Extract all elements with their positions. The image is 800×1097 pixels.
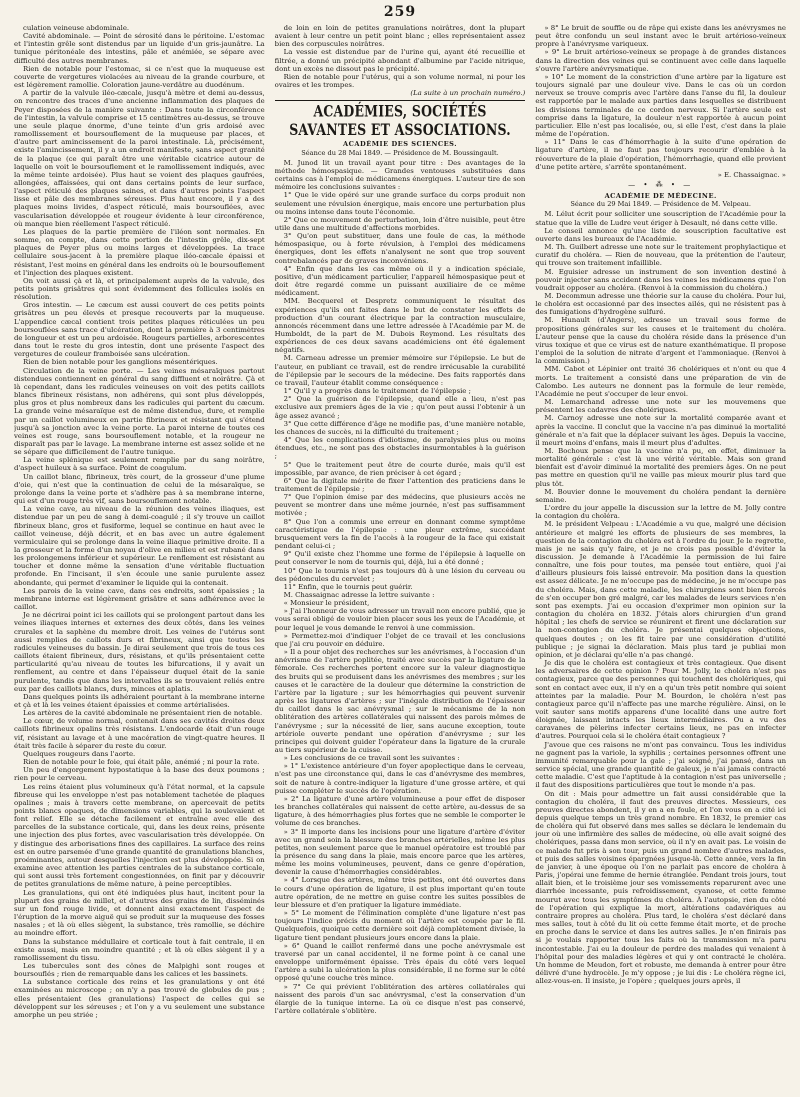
paragraph: » 7° Ce qui prévient l'oblitération des artères collatérales qui naissent des parois d'un sac anévrysmal, c'est la conservation d'un élargie de la tunique interne. La où ce disque n'est pas conservé, l'artère collatérale s'oblitère. [274,982,526,1015]
columns [14,24,786,1094]
paragraph: » 4° Lorsque des artères, même très petites, ont été ouvertes dans le cours d'une opération de ligature, il est plus important qu'en toute autre opération, de ne mettre en guise contre les suites possibles de leur blessure et d'en pratiquer la ligature immédiate. [274,876,526,909]
paragraph: Le cœur, de volume normal, contenait dans ses cavités droites deux caillots fibrineux opalins très résistans. L'endocarde était d'un rouge vif, résistant au lavage et à une macération de vingt-quatre heures. Il était très facile à séparer du reste du cœur. [14,717,265,750]
paragraph: » 1° L'existence antérieure d'un foyer apoplectique dans le cerveau, n'est pas une circonstance qui, dans le cas d'anévrysme des membres, soit de nature à contre-indiquer la ligature d'une grosse artère, et qui puisse compléter le succès de l'opération. [274,762,526,795]
paragraph: » Les conclusions de ce travail sont les suivantes : [283,754,460,763]
paragraph: Dans quelques points ils adhéraient pourtant à la membrane interne et çà et là les veines étaient épaissies et comme artérialisées. [14,692,265,709]
paragraph: Un caillot blanc, fibrineux, très court, de la grosseur d'une plume d'oie, qui n'est que la continuation de celui de la mésaraïque, se prolonge dans la veine porte et s'adhère pas à sa membrane interne, qui est d'un rouge très vif, sans boursouflement notable. [14,472,265,506]
paragraph: de loin en loin de petites granulations noirâtres, dont la plupart avaient à leur centre un petit point blanc ; elles représentaient assez bien des corpuscules noirâtres. [274,24,526,49]
paragraph: Rien de notable pour l'estomac, si ce n'est que la muqueuse est couverte de vergetures violacées au niveau de la grande courbure, et est légèrement ramollie. Coloration jaune-verdâtre au duodénum. [14,64,265,90]
paragraph: 1° Qu'il y a progrès dans le traitement de l'épilepsie ; [283,387,471,396]
paragraph: M. Bochoux pense que la vaccine n'a pu, en effet, diminuer la mortalité générale : c'est là une vérité véritable. Mais son grand bienfait est d'avoir diminué la mortalité des premiers âges. On ne peut pas mettre en question qu'il ne vaille pas mieux mourir plus tard que plus tôt. [535,446,787,488]
page-number: 259 [383,4,417,20]
paragraph: » Permettez-moi d'indiquer l'objet de ce travail et les conclusions que j'ai cru pouvoir en déduire. [274,631,526,648]
paragraph: M. le président Velpeau : L'Académie a vu que, malgré une décision antérieure et malgré les efforts de plusieurs de ses membres, la question de la contagion du choléra est à l'ordre du jour. Je le regrette, mais je ne sais qu'y faire, et je ne crois pas possible d'éviter la discussion. Je demande à l'Académie la permission de lui faire connaître, une fois pour toutes, ma pensée tout entière, quoi j'ai d'ailleurs plusieurs fois laissé entrevoir. Ma position dans la question est assez délicate. Je ne m'occupe pas de médecine, je ne m'occupe pas du choléra. Mais, dans cette maladie, les chirurgiens sont bien forcés de s'en occuper bon gré malgré, car les malades de leurs services n'en sont pas exempts. J'ai eu occasion d'exprimer mon opinion sur la contagion du choléra en 1832. J'étais alors chirurgien d'un grand hôpital ; les chefs de service se réunirent et firent une déclaration sur la non-contagion du choléra. Je présentai quelques objections, quelques doutes ; on les fit taire par une considération d'utilité publique ; je signai la déclaration. Mais plus tard je publiai mon opinion, et je déclarai qu'elle n'a pas changé. [535,520,787,659]
paragraph: On dit : Mais pour admettre un fait aussi considérable que la contagion du choléra, il faut des preuves directes. Messieurs, ces preuves directes abondent, il y en a en foule, et l'on vous en a cité ici depuis quelque temps un très grand nombre. En 1832, le premier cas de choléra qui fut observé dans mes salles se déclara le lendemain du jour où une infirmière des salles de médecine, où elle avait soigné des cholériques, passa dans mon service, où il n'y en avait pas. Le voisin de ce malade fut pris à son tour, puis un grand nombre d'autres malades, et puis des salles voisines épargnées jusque-là. Cette année, vers la fin de janvier, à une époque où l'on ne parlait pas encore de choléra à Paris, j'opérai une femme de hernie étranglée. Pendant trois jours, tout allait bien, et le troisième jour ses vomissements reparurent avec une diarrhée incessante, puis refroidissement, cyanose, et cette femme mourut avec tous les symptômes du choléra. À l'autopsie, rien du côté de l'opération qui explique la mort, altérations cadavériques au contraire propres au choléra. Plus tard, le choléra s'est déclaré dans mes salles, tout à côté du lit où cette femme était morte, et de proche en proche dans le service et dans les autres salles. Je n'en finirais pas si je voulais rapporter tous les faits où la transmission m'a paru incontestable. J'ai eu la douleur de perdre des malades qui venaient à l'hôpital pour des maladies légères et qui y ont contracté le choléra. Un homme de Meudon, fort et robuste, me demanda à entrer pour être délivré d'une hydrocèle. Je m'y oppose ; je lui dis : Le choléra règne ici, allez-vous-en. Il insiste, je l'opère ; quelques jours après, il [535,789,787,986]
paragraph: 8° Que l'on a commis une erreur en donnant comme symptôme caractéristique de l'épilepsie : une pleur extrême, succédant brusquement vers la fin de l'accès à la rougeur de la face qui existait pendant celui-ci ; [274,517,526,551]
session-line: Séance du 29 Mai 1849. — Présidence de M. Velpeau. [570,200,752,209]
paragraph: M. Decommun adresse une théorie sur la cause du choléra. Pour lui, le choléra est occasionné par des insectes ailés, qui ne résistent pas à des fumigations d'hydrogène sulfuré. [535,292,787,317]
academy-of-medicine-report [535,210,786,985]
academy-of-sciences-title: ACADÉMIE DES SCIENCES. [343,140,457,149]
paragraph: » 10° Le moment de la constriction d'une artère par la ligature est toujours signalé par une douleur vive. Dans le cas où un cordon nerveux se trouve compris avec l'artère dans l'anse du fil, la douleur est rapportée par le malade aux parties dans lesquelles se distribuent les divisions terminales de ce cordon nerveux. Si l'artère seule est comprise dans la ligature, la douleur n'est rapportée à aucun point particulier. Elle n'est pas localisée, ou, si elle l'est, c'est dans la plaie même de l'opération. [535,72,787,139]
paragraph: Un peu d'engorgement hypostatique à la base des deux poumons ; rien pour le cerveau. [14,766,265,783]
section-title: ACADÉMIES, SOCIÉTÉS SAVANTES ET ASSOCIATIONS. [289,101,511,140]
paragraph: Dans la substance médullaire et corticale tout à fait centrale, il en existe aussi, mais en moindre quantité ; et là où elles siègent il y a ramollissement du tissu. [14,937,265,962]
signature: » E. Chassaignac. » [717,170,787,179]
paragraph: M. Chassaignac adresse la lettre suivante : [283,591,435,599]
paragraph: Gros intestin. — Le cæcum est aussi couvert de ces petits points grisâtres un peu élevés et presque recouverts par la muqueuse. L'appendice cæcal contient trois petites plaques réticulées un peu boursouflées sans trace d'ulcération, dont la première à 3 centimètres de longueur et est un peu ardoisée. Rougeurs partielles, arborescentes dans tout le reste du gros intestin, dont une présente l'aspect des vergetures de couleur framboisée sans ulcération. [14,301,265,359]
paragraph: M. Lemarchand adresse une note sur les mouvemens que présentent les cadavres des cholériques. [535,398,787,415]
article-continuation [275,24,526,89]
ornament-divider: — • ⁂ • — [628,180,694,189]
paragraph: Rien de notable pour le foie, qui était pâle, anémié ; ni pour la rate. [23,758,260,767]
paragraph: 2° Que ce mouvement de perturbation, loin d'être nuisible, peut être utile dans une multitude d'affections morbides. [274,215,526,232]
letter-conclusions [535,24,786,171]
column-1 [14,24,265,1094]
paragraph: 2° Que la guérison de l'épilepsie, quand elle a lieu, n'est pas exclusive aux premiers âges de la vie ; qu'on peut aussi l'obtenir à un âge assez avancé ; [274,395,526,420]
paragraph: La substance corticale des reins et les granulations y ont été examinées au microscope ; on n'y a pas trouvé de globules de pus ; elles présentaient (les granulations) l'aspect de celles qui se développent sur les séreuses ; et l'on y a vu seulement une substance amorphe un peu striée ; [14,978,265,1019]
paragraph: Cavité abdominale. — Point de sérosité dans le péritoine. L'estomac et l'intestin grêle sont distendus par un liquide d'un gris-jaunâtre. La tunique péritonéale des intestins, pâle et anémiée, se sépare avec difficulté des autres membranes. [14,32,265,65]
session-line: Séance du 28 Mai 1849. — Présidence de M. Boussingault. [301,148,499,157]
paragraph: 11° Enfin, que le tournis peut guérir. [283,582,413,591]
paragraph: A partir de la valvule iléo-cæcale, jusqu'à mètre et demi au-dessus, on rencontre des traces d'une ancienne inflammation des plaques de Peyer disposées de la manière suivante : Dans toute la circonférence de l'intestin, la valvule comprise et 15 centimètres au-dessus, se trouve une seule plaque énorme, d'une teinte d'un gris ardoisé avec ramollissement et boursouflement de la muqueuse par places, et d'autre part amincissement de la paroi intestinale. Là, précisément, existe l'amincissement, il y a un endroit manifeste, sans aspect granité de la plaque (ce qui paraît être une véritable cicatrice autour de laquelle on voit le boursouflement et le ramollissement indiqués, avec la même teinte ardoisée). Plus haut se voient des plaques gaufrées, allongées, affaissées, qui ont dans certains points de leur surface, l'aspect réticulé des plaques saines, et dans d'autres points l'aspect lisse et pâle des membranes séreuses. Plus haut encore, il y a des plaques moins livides, d'aspect réticulé, mais boursouflées, avec vascularisation développée et rougeur évidente à leur circonférence, où manque bien réellement l'aspect réticulé. [14,89,265,228]
paragraph: Les tubercules sont des cônes de Malpighi sont rouges et boursouflés ; rien de remarquable dans les calices et les bassinets. [14,961,265,979]
paragraph: 4° Que les complications d'idiotisme, de paralysies plus ou moins étendues, etc., ne sont pas des obstacles insurmontables à la guérison ; [274,436,526,461]
paragraph: » 8° Le bruit de souffle ou de râpe qui existe dans les anévrysmes ne peut être confondu un seul instant avec le bruit artérioso-veineux propre à l'anévrysme variqueux. [535,24,787,49]
paragraph: Les parois de la veine cave, dans ces endroits, sont épaissies ; la membrane interne est légèrement grisâtre et sans adhérence avec le caillot. [14,586,265,612]
paragraph: » 6° Quand le caillot renfermé dans une poche anévrysmale est traversé par un canal accidentel, il ne forme point à ce canal une enveloppe uniformément épaisse. Très épais du côté vers lequel l'artère a subi la ulcération la plus considérable, il ne forme sur le côté opposé qu'une couche très mince. [274,941,526,983]
paragraph: 6° Que la digitale mérite de fixer l'attention des praticiens dans le traitement de l'épilepsie ; [274,476,526,493]
paragraph: MM. Cabot et Lépinier ont traité 36 cholériques et n'ont eu que 4 morts. Le traitement a consisté dans une préparation de vin de Calombo. Les auteurs ne donnent pas la formule de leur remède, l'Académie ne peut s'occuper de leur envoi. [535,365,787,398]
paragraph: Quelques rougeurs dans l'aorte. [23,749,136,758]
academy-of-medicine-title: ACADÉMIE DE MÉDECINE. [604,192,717,201]
paragraph: Les granulations, qui ont été indiquées plus haut, incitent pour la plupart des grains de millet, et d'autres des grains de lin, disséminés sur un fond rouge livide, et donnent ainsi exactement l'aspect de l'éruption de la morve aiguë qui se produit sur la muqueuse des fosses nasales ; et là où elles siègent, la substance, très ramollie, se déchire au moindre effort. [14,888,265,938]
column-3 [535,24,786,1094]
paragraph: Circulation de la veine porte. — Les veines mésaraïques partout distendues contiennent en général du sang diffluent et noirâtre. Çà et là cependant, dans les radicules veineuses on voit des petits caillots blancs fibrineux résistans, non adhérens, qui sont plus développés, plus gros et plus nombreux dans les radicules qui partent du cæcum. La grande veine mésaraïque est de même distendue, dure, et remplie par un caillot volumineux en partie fibrineux et résistant qui s'étend jusqu'à sa jonction avec la veine porte. La paroi interne de toutes ces veines est rouge, sans boursouflement notable, et la rougeur ne disparaît pas par le lavage. La membrane interne est assez solide et ne se sépare que difficilement de l'autre tunique. [14,366,265,457]
paragraph: 4° Enfin que dans les cas même où il y a indication spéciale, positive, d'un médicament particulier, l'appareil hémospasique peut et doit être regardé comme un puissant auxiliaire de ce même médicament. [274,264,526,298]
to-be-continued-note: (La suite à un prochain numéro.) [410,89,526,98]
paragraph: Je ne décrirai point ici les caillots qui se prolongent partout dans les veines iliaques internes et externes des deux côtés, dans les veines crurales et la saphène du membre droit. Les veines de l'utérus sont aussi remplies de caillots durs et fibrineux, ainsi que toutes les radicules veineuses du bassin. Je dirai seulement que trois de tous ces caillots étaient fibrineux, durs, résistans, et qu'ils présentaient cette particularité qu'au niveau de toutes les bifurcations, il y avait un renflement, au centre et dans l'épaisseur duquel était de la sanie purulente, tandis que dans les intervalles ils se trouvaient reliés entre eux par des caillots blancs, durs, minces et aplatis. [14,611,265,693]
academy-of-sciences-report [275,159,526,1015]
paragraph: La veine cave, au niveau de la réunion des veines iliaques, est distendue par un peu de sang à demi-coagulé ; il s'y trouve un caillot fibrineux blanc, gros et fusiforme, lequel se continue en haut avec le caillot veineuse, déjà décrit, et en bas avec un autre également vermiculaire qui se prolonge dans la veine iliaque primitive droite. Il a la grosseur et la forme d'un noyau d'olive en milieu et est rubané dans les prolongemens inférieur et supérieur. Le renflement est résistant au toucher et donne même la sensation d'une véritable fluctuation profonde. En l'incisant, il s'en écoule une sanie purulente assez abondante, qui permet d'examiner le liquide qui la contenait. [14,505,265,587]
paragraph: M. Hunault (d'Angers), adresse un travail sous forme de propositions générales sur les causes et le traitement du choléra. L'auteur pense que la cause du choléra réside dans la présence d'un virus toxique et que ce virus est de nature exanthématique. Il propose l'emploi de la solution de nitrate d'argent et l'ammoniaque. (Renvoi à la commission.) [535,316,787,366]
paragraph: Les artères de la cavité abdominale ne présentaient rien de notable. [23,709,263,718]
paragraph: » 11° Dans le cas d'hémorrhagie à la suite d'une opération de ligature d'artère, il ne faut pas toujours recourir d'emblée à la réouverture de la plaie d'opération, l'hémorrhagie, quand elle provient d'une petite artère, s'arrête spontanément. [535,138,787,171]
paragraph: » 3° Il importe dans les incisions pour une ligature d'artère d'éviter avec un grand soin la blessure des branches artérielles, même les plus petites, non seulement parce que le manuel opératoire est troublé par la présence du sang dans la plaie, mais encore parce que les artères, même les moins volumineuses, peuvent, dans ce genre d'opération, devenir la cause d'hémorrhagies considérables. [274,827,526,877]
paragraph: 1° Que le vide opéré sur une grande surface du corps produit non seulement une révulsion énergique, mais encore une perturbation plus ou moins intense dans toute l'économie. [274,191,526,216]
paragraph: 7° Que l'opinion émise par des médecins, que plusieurs accès ne peuvent se montrer dans une même journée, n'est pas suffisamment motivée ; [274,493,526,518]
paragraph: Je dis que le choléra est contagieux et très contagieux. Que disent les adversaires de cette opinion ? Pour M. Jolly, le choléra n'est pas contagieux, parce que des personnes qui touchent des cholériques, qui sont en contact avec eux, il n'y en a qu'un très petit nombre qui soient atteintes par la maladie. Pour M. Bourdon, le choléra n'est pas contagieux parce qu'il n'affecte pas une marche régulière. Ainsi, on le voit sauter sans motifs apparens d'une localité dans une autre fort éloignée, laissant intacts les lieux intermédiaires. Ou a vu des caravanes de pèlerins infecter certains lieux, ne pas en infecter d'autres. Pourquoi cela si le choléra était contagieux ? [535,659,787,741]
paragraph: J'avoue que ces raisons ne m'ont pas convaincu. Tous les individus ne gagnent pas la variole, la syphilis ; certaines personnes offrent une immunité remarquable pour la gale ; j'ai soigné, j'ai pansé, dans un service spécial, une grande quantité de galeux, je n'ai jamais contracté cette maladie. C'est que l'aptitude à la contagion n'est pas universelle ; il faut des dispositions particulières que tout le monde n'a pas. [535,740,787,790]
paragraph: » 9° Le bruit artérioso-veineux se propage à de grandes distances dans la direction des veines qui se continuent avec celle dans laquelle s'ouvre l'artère anévrysmatique. [535,48,787,73]
paragraph: 3° Qu'on peut substituer, dans une foule de cas, la méthode hémospasique, ou à forte révulsion, à l'emploi des médicamens énergiques, dont les effets n'analysent ne sont que trop souvent contrebalancés par de graves inconvéniens. [274,232,526,265]
paragraph: » Il a pour objet des recherches sur les anévrismes, à l'occasion d'un anévrisme de l'artère poplitée, traité avec succès par la ligature de la fémorale. Ces recherches portent encore sur la valeur diagnostique des bruits qui se produisent dans les anévrismes des membres ; sur les causes et le caractère de la douleur que détermine la constriction de l'artère par la ligature ; sur les hémorrhagies qui peuvent survenir après les ligatures d'artères ; sur l'inégale distribution de l'épaisseur du caillot dans le sac anévrysmal ; sur le mécanisme de la non oblitération des artères collatérales qui naissent des parois mêmes de l'anévrysme ; sur la nécessité de lier, sans aucune exception, toute artériole ouverte pendant une opération d'anévrysme ; sur les principes qui doivent guider l'opérateur dans la ligature de la crurale au tiers supérieur de la cuisse. [274,648,526,754]
column-2 [275,24,526,1094]
paragraph: Rien de bien notable pour les ganglions mésentériques. [23,358,218,367]
paragraph: L'ordre du jour appelle la discussion sur la lettre de M. Jolly contre la contagion du choléra. [535,504,787,521]
paragraph: Rien de notable pour l'utérus, qui a son volume normal, ni pour les ovaires et les trompes. [274,72,526,90]
paragraph: M. Junod lit un travail ayant pour titre : Des avantages de la méthode hémospasique. — Grandes ventouses substituées dans certains cas à l'emploi de médicamens énergiques. L'auteur tire de son mémoire les conclusions suivantes : [274,158,526,192]
paragraph: M. Bouvier donne le mouvement du choléra pendant la dernière semaine. [535,487,787,504]
paragraph: » J'ai l'honneur de vous adresser un travail non encore publié, que je vous serai obligé de vouloir bien placer sous les yeux de l'Académie, et pour lequel je vous demande le renvoi à une commission. [274,607,526,632]
paragraph: » 5° Le moment de l'élimination complète d'une ligature n'est pas toujours l'indice précis du moment où l'artère est coupée par le fil. Quelquefois, quoique cette dernière soit déjà complètement divisée, la ligature tient pendant plusieurs jours encore dans la plaie. [274,909,526,942]
paragraph: M. Carneau adresse un premier mémoire sur l'épilepsie. Le but de l'auteur, en publiant ce travail, est de rendre irrécusable la curabilité de l'épilepsie par le secours de la médecine. Des faits rapportés dans ce travail, l'auteur établit comme conséquence : [274,354,526,387]
paragraph: On voit aussi çà et là, et principalement auprès de la valvule, des petits points grisâtres qui sont évidemment des follicules isolés en résolution. [14,276,265,302]
paragraph: Les plaques de la partie première de l'iléon sont normales. En somme, on compte, dans cette portion de l'intestin grêle, dix-sept plaques de Peyer plus ou moins larges et développées. La trace cellulaire sous-jacent à la première plaque iléo-cæcale épaissi et résistant, l'est moins en général dans les endroits où le boursouflement et l'injection des plaques existent. [14,227,265,277]
paragraph: Les reins étaient plus volumineux qu'à l'état normal, et la capsule fibreuse qui les enveloppe n'est pas notablement tachetée de plaques opalines ; mais à travers cette membrane, on apercevait de petits points blancs opaques, de dimensions variables, qui la soulevaient et font relief. Elle se détache facilement et entraîne avec elle des parcelles de la substance corticale, qui, dans les deux reins, présente une injection des plus fortes, avec vascularisation très développée. On y distingue des arborisations fines des capillaires. La surface des reins est en outre parsemée d'une grande quantité de granulations blanches, proéminantes, autour desquelles l'injection est plus développée. Si on examine avec attention les parties centrales de la substance corticale, qui sont aussi très fortement congestionnées, on finit par y découvrir de petites granulations de même nature, à peine perceptibles. [14,782,265,889]
paragraph: culation veineuse abdominale. [23,24,130,32]
paragraph: La veine splénique est seulement remplie par du sang noirâtre, d'aspect huileux à sa surface. Point de coagulum. [14,456,265,473]
paragraph: Le conseil annonce qu'une liste de souscription facultative est ouverte dans les bureaux de l'Académie. [535,226,787,243]
paragraph: 5° Que le traitement peut être de courte durée, mais qu'il est impossible, par avance, de rien préciser à cet égard ; [274,460,526,477]
paragraph: 3° Que cette différence d'âge ne modifie pas, d'une manière notable, les chances de succès, ni la difficulté du traitement ; [274,419,526,436]
paragraph: M. Eguisier adresse un instrument de son invention destiné à pouvoir injecter sans accident dans les veines les médicamens que l'on voudrait opposer au choléra. (Renvoi à la commission du choléra.) [535,267,787,292]
paragraph: M. Lélut écrit pour solliciter une souscription de l'Académie pour la statue que la ville de Ludre veut ériger à Desault, né dans cette ville. [535,210,787,227]
paragraph: 9° Qu'il existe chez l'homme une forme de l'épilepsie à laquelle on peut conserver le nom de tournis qui, déjà, lui a été donné ; [274,550,526,567]
paragraph: La vessie est distendue par de l'urine qui, ayant été recueillie et filtrée, a donné un précipité abondant d'albumine par l'acide nitrique, dont un excès ne dissout pas le précipité. [274,48,526,73]
paragraph: » 2° La ligature d'une artère volumineuse a pour effet de disposer les branches collatérales qui naissent de cette artère, au-dessus de sa ligature, à des hémorrhagies plus fortes que ne semble le comporter le volume de ces branches. [274,794,526,828]
paragraph: M. Th. Guilbert adresse une note sur le traitement prophylactique et curatif du choléra. — Rien de nouveau, que la prétention de l'auteur, qui trouve son traitement infaillible. [535,243,787,268]
paragraph: MM. Becquerel et Despretz communiquent le résultat des expériences qu'ils ont faites dans le but de constater les effets de production d'un courant électrique par la contraction musculaire, annoncés récemment dans une lettre adressée à l'Académie par M. de Humboldt, de la part de M. Dubois Reymond. Les résultats des expériences de ces deux savans académiciens ont été également négatifs. [274,297,526,355]
paragraph: « Monsieur le président, [283,599,370,608]
paragraph: M. Carnoy adresse une note sur la mortalité comparée avant et après la vaccine. Il conclut que la vaccine n'a pas diminué la mortalité générale et n'a fait que la déplacer suivant les âges. Depuis la vaccine, il meurt moins d'enfans, mais il meurt plus d'adultes. [535,414,787,447]
paragraph: 10° Que le tournis n'est pas toujours dû à une lésion du cerveau ou des pédoncules du cervelet ; [274,566,526,583]
